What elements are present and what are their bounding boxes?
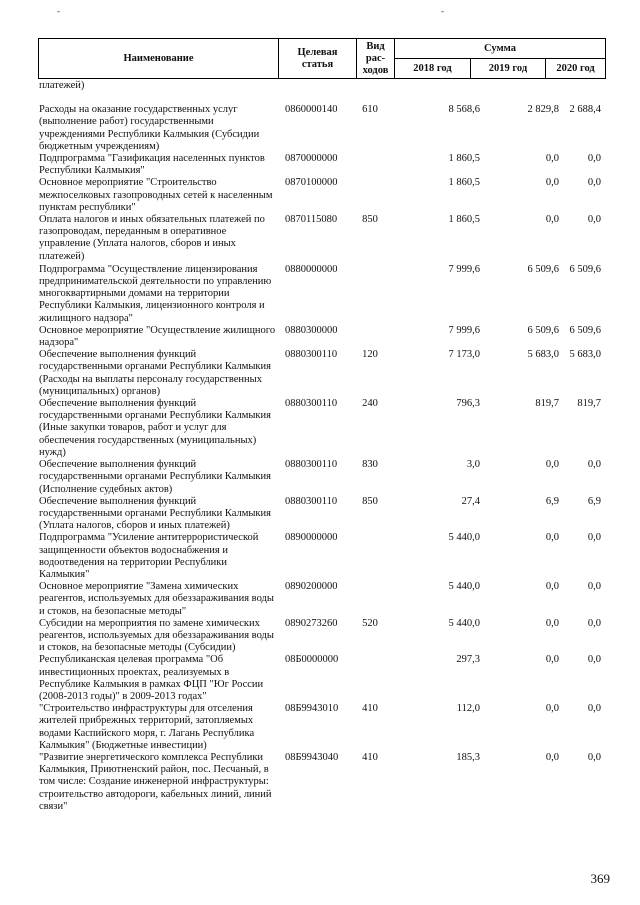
cell-name: Подпрограмма "Усиление антитеррористической защищенности объектов водоснабжения и водоотведения на территории Республики Калмыкия" <box>39 532 259 580</box>
header-2019: 2019 год <box>471 59 546 79</box>
table-row <box>38 153 605 177</box>
header-name: Наименование <box>39 39 279 79</box>
table-body <box>38 80 605 813</box>
table-row <box>38 581 605 618</box>
cell-y20: 0,0 <box>587 214 601 226</box>
cell-code: 0890200000 <box>285 581 338 593</box>
cell-code: 0880300110 <box>285 398 338 410</box>
header-code-line2: статья <box>301 58 334 70</box>
cell-code: 0870000000 <box>285 153 338 165</box>
header-vid-line3: ходов <box>362 64 389 76</box>
cell-y20: 0,0 <box>587 581 601 593</box>
cell-code: 08Б9943010 <box>285 703 339 715</box>
cell-y19: 0,0 <box>545 751 559 763</box>
cell-y19: 0,0 <box>545 153 559 165</box>
cell-vid: 830 <box>362 459 378 471</box>
cell-y18: 1 860,5 <box>448 177 480 189</box>
cell-name: Обеспечение выполнения функций государственными органами Республики Калмыкия (Расходы на выплаты персоналу государственных (муниципальных) органов) <box>39 349 271 397</box>
cell-y18: 27,4 <box>461 495 480 507</box>
header-2020: 2020 год <box>546 59 606 79</box>
cell-name: Республиканская целевая программа "Об инвестиционных проектах, реализуемых в Республике Калмыкия в рамках ФЦП "Юг России (2008-2013 годы)" в 2009-2013 годах" <box>39 654 264 702</box>
cell-name: Обеспечение выполнения функций государственными органами Республики Калмыкия (Уплата налогов, сборов и иных платежей) <box>39 495 271 532</box>
cell-y19: 0,0 <box>545 617 559 629</box>
table-row <box>38 618 605 655</box>
header-sum: Сумма <box>395 39 606 59</box>
cell-y18: 185,3 <box>456 751 480 763</box>
cell-y19: 0,0 <box>545 459 559 471</box>
table-header <box>38 38 606 79</box>
table-row <box>38 264 605 325</box>
cell-code: 0880300110 <box>285 495 338 507</box>
cell-y20: 6 509,6 <box>569 263 601 275</box>
cell-code: 0880300110 <box>285 349 338 361</box>
table-row <box>38 703 605 752</box>
cell-y19: 0,0 <box>545 703 559 715</box>
cell-y20: 6 509,6 <box>569 324 601 336</box>
cell-name: "Развитие энергетического комплекса Республики Калмыкия, Приютненский район, пос. Песчаный, в том числе: Создание инженерной инфраструктуры: строительство автодороги, кабельных линий, линий связи" <box>39 751 272 812</box>
cell-y18: 112,0 <box>456 703 480 715</box>
cell-y19: 6 509,6 <box>527 324 559 336</box>
cell-y18: 7 173,0 <box>448 349 480 361</box>
cell-y19: 0,0 <box>545 532 559 544</box>
cell-code: 0880000000 <box>285 263 338 275</box>
table-row <box>38 398 605 459</box>
cell-y20: 0,0 <box>587 617 601 629</box>
cell-y20: 5 683,0 <box>569 349 601 361</box>
cell-name: "Строительство инфраструктуры для отселения жителей прибрежных территорий, затопляемых водами Каспийского моря, г. Лагань Республика Калмыкия" (Бюджетные инвестиции) <box>39 703 255 751</box>
cell-y18: 3,0 <box>466 459 480 471</box>
cell-y19: 0,0 <box>545 581 559 593</box>
table-row <box>38 532 605 581</box>
cell-y19: 2 829,8 <box>527 104 559 116</box>
header-vid-line2: рас- <box>365 52 386 64</box>
cell-code: 0870100000 <box>285 177 338 189</box>
cell-y18: 8 568,6 <box>448 104 480 116</box>
header-vid-line1: Вид <box>366 40 385 52</box>
header-code-line1: Целевая <box>297 46 338 58</box>
header-vid <box>357 39 395 79</box>
table-row <box>38 214 605 263</box>
cell-code: 0860000140 <box>285 104 338 116</box>
cell-name: Обеспечение выполнения функций государственными органами Республики Калмыкия (Исполнение судебных актов) <box>39 459 271 495</box>
cell-y20: 0,0 <box>587 177 601 189</box>
cell-code: 0880300000 <box>285 324 338 336</box>
cell-y20: 6,9 <box>587 495 601 507</box>
cell-name: Подпрограмма "Осуществление лицензирования предпринимательской деятельности по управлению многоквартирными домами на территории Республики Калмыкия, лицензионного контроля и жилищного надзора" <box>39 263 272 324</box>
table-row <box>38 325 605 349</box>
top-mark-right: - <box>441 6 444 16</box>
cell-vid: 610 <box>362 104 378 116</box>
cell-name: Основное мероприятие "Замена химических реагентов, используемых для обеззараживания воды и стоков, на безопасные методы" <box>39 581 274 617</box>
cell-y19: 819,7 <box>535 398 559 410</box>
cell-y18: 5 440,0 <box>448 532 480 544</box>
cell-name: Основное мероприятие "Строительство межпоселковых газопроводных сетей к населенным пунктам республики" <box>39 177 273 213</box>
cell-y20: 819,7 <box>577 398 601 410</box>
cell-name: Подпрограмма "Газификация населенных пунктов Республики Калмыкия" <box>39 153 265 177</box>
page-number: 369 <box>590 871 610 886</box>
cell-y20: 0,0 <box>587 459 601 471</box>
cell-code: 08Б0000000 <box>285 654 339 666</box>
cell-y19: 6,9 <box>545 495 559 507</box>
header-code <box>279 39 357 79</box>
cell-y18: 796,3 <box>456 398 480 410</box>
cell-y18: 7 999,6 <box>448 324 480 336</box>
cell-y19: 0,0 <box>545 214 559 226</box>
cell-y20: 2 688,4 <box>569 104 601 116</box>
cell-y20: 0,0 <box>587 532 601 544</box>
cell-vid: 850 <box>362 495 378 507</box>
cell-y18: 297,3 <box>456 654 480 666</box>
cell-y18: 1 860,5 <box>448 153 480 165</box>
cell-y18: 5 440,0 <box>448 581 480 593</box>
cell-y18: 5 440,0 <box>448 617 480 629</box>
cell-name: Обеспечение выполнения функций государственными органами Республики Калмыкия (Иные закупки товаров, работ и услуг для обеспечения государственных (муниципальных) нужд) <box>39 398 271 458</box>
cell-vid: 410 <box>362 703 378 715</box>
cell-name: Расходы на оказание государственных услуг (выполнение работ) государственными учреждениями Республики Калмыкия (Субсидии бюджетным учреждениям) <box>39 104 260 152</box>
cell-vid: 240 <box>362 398 378 410</box>
table-row <box>38 80 605 92</box>
cell-y18: 1 860,5 <box>448 214 480 226</box>
cell-name: Основное мероприятие "Осуществление жилищного надзора" <box>39 324 276 349</box>
table-row <box>38 496 605 533</box>
table-row <box>38 654 605 703</box>
cell-y18: 7 999,6 <box>448 263 480 275</box>
table-row <box>38 177 605 214</box>
cell-vid: 410 <box>362 751 378 763</box>
cell-vid: 520 <box>362 617 378 629</box>
cell-y19: 0,0 <box>545 654 559 666</box>
cell-y19: 0,0 <box>545 177 559 189</box>
cell-y19: 5 683,0 <box>527 349 559 361</box>
cell-y20: 0,0 <box>587 654 601 666</box>
top-mark-left: - <box>57 6 60 16</box>
cell-y19: 6 509,6 <box>527 263 559 275</box>
cell-y20: 0,0 <box>587 153 601 165</box>
cell-code: 0880300110 <box>285 459 338 471</box>
table-row <box>38 752 605 813</box>
cell-code: 0890000000 <box>285 532 338 544</box>
header-2018: 2018 год <box>395 59 471 79</box>
cell-code: 08Б9943040 <box>285 751 339 763</box>
cell-code: 0870115080 <box>285 214 338 226</box>
cell-name: Субсидии на мероприятия по замене химических реагентов, используемых для обеззараживания воды и стоков, на безопасные методы (Субсидии) <box>39 617 274 654</box>
cell-y20: 0,0 <box>587 751 601 763</box>
cell-code: 0890273260 <box>285 617 338 629</box>
cell-name: Оплата налогов и иных обязательных платежей по газопроводам, переданным в оперативное управление (Уплата налогов, сборов и иных платежей) <box>39 214 265 262</box>
table-row <box>38 349 605 398</box>
cell-name: платежей) <box>39 80 85 91</box>
table-row <box>38 459 605 496</box>
cell-vid: 850 <box>362 214 378 226</box>
table-row <box>38 104 605 153</box>
cell-y20: 0,0 <box>587 703 601 715</box>
cell-vid: 120 <box>362 349 378 361</box>
